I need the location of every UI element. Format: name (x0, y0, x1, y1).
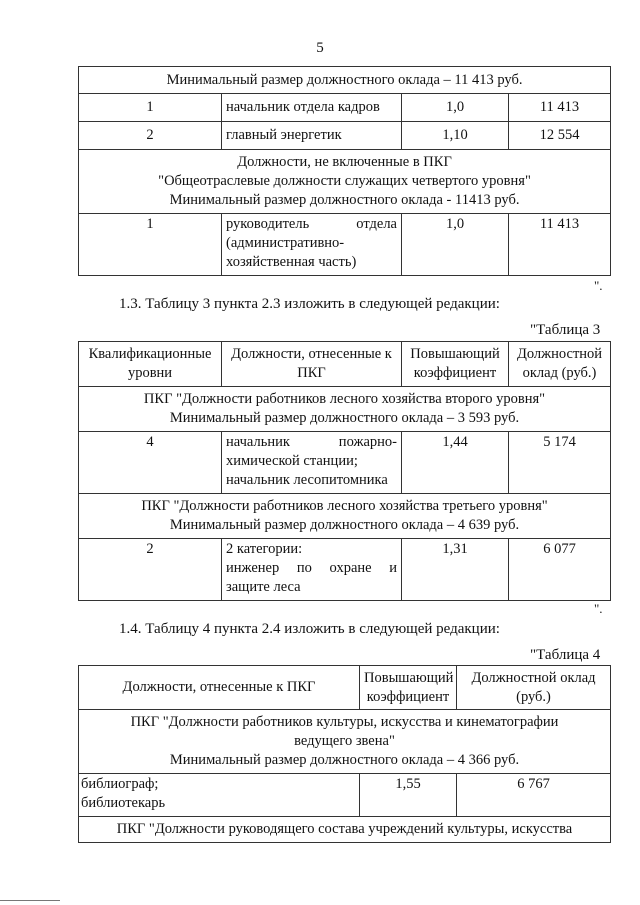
column-header: Повышающий коэффициент (360, 666, 457, 710)
table-header-row (79, 342, 611, 387)
table-header-row (79, 666, 611, 710)
position-cell: 2 категории: инженер по охране и защите леса (222, 539, 402, 601)
column-header: Квалификационные уровни (79, 342, 222, 387)
position-cell: библиограф; библиотекарь (79, 774, 360, 817)
coef-cell: 1,31 (402, 539, 509, 601)
group-header (79, 150, 611, 214)
table-4-caption: "Таблица 4 (530, 647, 601, 663)
position-cell: главный энергетик (222, 122, 402, 150)
paragraph-1-4: 1.4. Таблицу 4 пункта 2.4 изложить в следующей редакции: (119, 621, 500, 637)
coef-cell: 1,0 (402, 94, 509, 122)
coef-cell: 1,55 (360, 774, 457, 817)
table-row (79, 150, 611, 214)
coef-cell: 1,44 (402, 432, 509, 494)
table-row (79, 432, 611, 494)
group-header-line: Минимальный размер должностного оклада - 11413 руб. (169, 192, 520, 208)
table-row (79, 710, 611, 774)
group-header: ПКГ "Должности руководящего состава учреждений культуры, искусства (79, 817, 611, 843)
group-header-line: "Общеотраслевые должности служащих четвертого уровня" (158, 173, 531, 189)
salary-cell: 6 767 (457, 774, 611, 817)
table-row (79, 94, 611, 122)
table-2-continuation (78, 66, 611, 276)
position-cell: начальник отдела кадров (222, 94, 402, 122)
closing-quote: ". (594, 601, 603, 616)
table-row (79, 774, 611, 817)
level-cell: 2 (79, 539, 222, 601)
table-row (79, 494, 611, 539)
table-row (79, 387, 611, 432)
table-row (79, 67, 611, 94)
salary-cell: 5 174 (509, 432, 611, 494)
level-cell: 1 (79, 94, 222, 122)
position-cell (222, 214, 402, 276)
table-row (79, 539, 611, 601)
table-row (79, 122, 611, 150)
position-cell: начальник пожарно- химической станции; начальник лесопитомника (222, 432, 402, 494)
closing-quote: ". (594, 278, 603, 293)
level-cell: 2 (79, 122, 222, 150)
position-line: (административно- (226, 235, 345, 251)
table-3 (78, 341, 611, 601)
level-cell: 1 (79, 214, 222, 276)
column-header: Должностной оклад (руб.) (457, 666, 611, 710)
table-4 (78, 665, 611, 843)
scan-artifact-line (0, 900, 60, 901)
min-salary-header: Минимальный размер должностного оклада – 11 413 руб. (79, 67, 611, 94)
group-header: ПКГ "Должности работников культуры, искусства и кинематографии ведущего звена" Минимальный размер должностного оклада – 4 366 руб. (79, 710, 611, 774)
coef-cell: 1,10 (402, 122, 509, 150)
level-cell: 4 (79, 432, 222, 494)
salary-cell: 12 554 (509, 122, 611, 150)
group-header: ПКГ "Должности работников лесного хозяйства второго уровня" Минимальный размер должностного оклада – 3 593 руб. (79, 387, 611, 432)
column-header: Должности, отнесенные к ПКГ (222, 342, 402, 387)
position-line: хозяйственная часть) (226, 254, 357, 270)
group-header-line: Должности, не включенные в ПКГ (237, 154, 452, 170)
salary-cell: 6 077 (509, 539, 611, 601)
table-3-caption: "Таблица 3 (530, 322, 601, 338)
group-header: ПКГ "Должности работников лесного хозяйства третьего уровня" Минимальный размер должностного оклада – 4 639 руб. (79, 494, 611, 539)
table-row (79, 817, 611, 843)
salary-cell: 11 413 (509, 214, 611, 276)
column-header: Должности, отнесенные к ПКГ (79, 666, 360, 710)
salary-cell: 11 413 (509, 94, 611, 122)
column-header: Повышающий коэффициент (402, 342, 509, 387)
table-row (79, 214, 611, 276)
paragraph-1-3: 1.3. Таблицу 3 пункта 2.3 изложить в следующей редакции: (119, 296, 500, 312)
column-header: Должностной оклад (руб.) (509, 342, 611, 387)
position-line: руководитель отдела (226, 216, 397, 232)
coef-cell: 1,0 (402, 214, 509, 276)
page-number: 5 (316, 40, 324, 56)
